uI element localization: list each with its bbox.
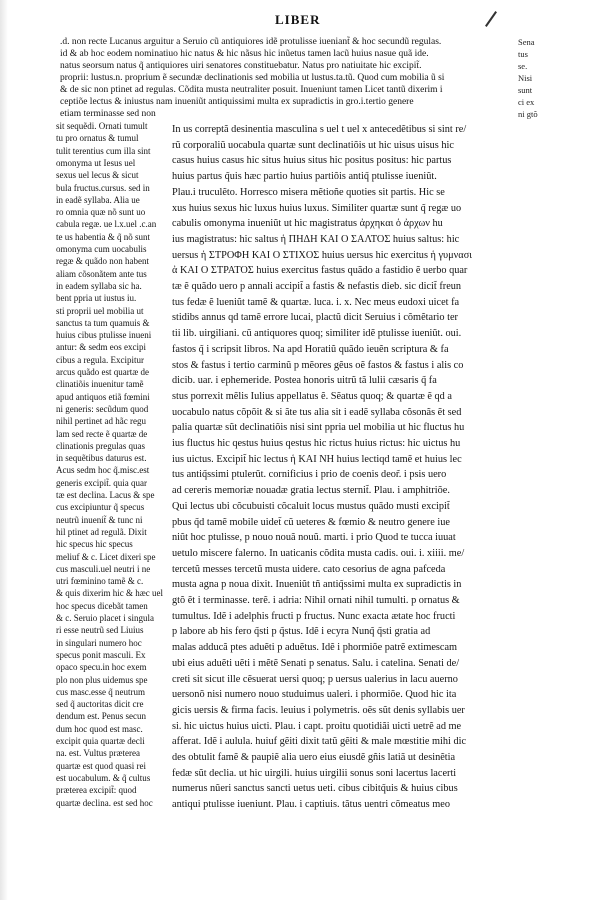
commentary-line: cabula regæ. ue l.x.uel .c.an — [56, 219, 157, 230]
commentary-line: arcus quãdo est quartæ de — [56, 367, 149, 377]
commentary-line: est uocabulum. & q̃ cultus — [56, 772, 151, 783]
commentary-line: quartæ est quod quasi rei — [56, 760, 146, 771]
margin-tail-word: ci ex — [518, 97, 535, 107]
main-text-line: si. hic uictus huius uicti. Plau. i capt. proitu quotidiãi uicti uetrẽ ad me — [172, 720, 462, 732]
commentary-line: ri esse neutrũ sed Liuius — [56, 625, 144, 636]
main-text-line: creti sit sicut ille cẽsuerat uersi quoq; p uersus ualerius in lacu auerno — [172, 673, 458, 685]
main-text-line: dicib. uar. i ephemeride. Postea honoris uitrũ tã lulii cæsaris q̃ fa — [172, 375, 437, 387]
commentary-line: sit sequẽdi. Ornati tumult — [56, 121, 148, 131]
commentary-line: lam sed recte ẽ quartæ de — [56, 428, 148, 439]
main-text-line: ad cereris memoriæ nouadæ gratia lectus sternit̃. Plau. i amphitriõe. — [172, 485, 450, 497]
commentary-line: clinatiõis inuenitur tamẽ — [56, 379, 144, 390]
commentary-line: neutrũ inuenit̃ & tunc ni — [56, 514, 143, 525]
main-text-line: afferat. Idẽ i aulula. huiuf gẽiti dixit tatũ gẽiti & male mœstitie mihi dic — [172, 736, 467, 748]
main-text-line: huius partus q̃uis hæc partio huius partiõis antiq̃ ptulisse iueniũt. — [172, 171, 437, 183]
main-text-line: tæ ẽ quãdo uero p annali accipit̃ a fastis & nefastis dieb. sic dicit̃ freun — [172, 281, 462, 292]
main-text-line: xus huius sexus hic luxus huius luxus. Similiter quartæ sunt q̃ regæ uo — [172, 202, 462, 214]
margin-tail-word: sunt — [518, 85, 533, 95]
commentary-line: in eadẽ syllaba. Alia ue — [56, 194, 140, 205]
top-text-line: proprii: lustus.n. proprium ẽ secundæ declinationis sed mobilia ut lustus.ta.tũ. Quod cum mobilia ũ si — [60, 73, 445, 83]
main-text-line: uetulo miscere falerno. In uaticanis cõdita musta cadis. oui. i. xiiii. me/ — [172, 547, 465, 559]
main-text-line: p labore ab his fero q̃sti p q̃stus. Idẽ i ecyra Nunq̃ q̃sti gratia ad — [172, 626, 431, 638]
main-text-line: fastos q̃ i scripsit libros. Na apd Horatiũ quãdo ieuẽn scriptura & fa — [172, 343, 449, 355]
commentary-line: in singulari numero hoc — [56, 637, 142, 648]
commentary-line: tulit terentius cum illa sint — [56, 145, 151, 156]
corner-mark — [485, 11, 497, 27]
top-text-line: ceptiõe lectus & iniustus nam inueniũt antiquissimi multa ex supradictis in gro.i.tertio genere — [60, 97, 414, 107]
margin-tail-word: se. — [518, 61, 528, 71]
commentary-line: bula fructus.cursus. sed in — [56, 182, 150, 193]
commentary-line: apud antiquos etiã fœmini — [56, 391, 150, 402]
commentary-line: specus ponit masculi. Ex — [56, 649, 146, 660]
main-text-line: ius fluctus hic qestus huius qestus hic rictus huius rictus: hic uictus hu — [172, 438, 461, 449]
main-text-line: gicis uersis & firma facis. leuius i polymetris. oẽs sũt denis syllabis uer — [172, 704, 465, 716]
main-text-line: stus porrexit mẽlis Iulius appellatus ẽ. Sẽatus quoq; & quartæ ẽ qd a — [172, 390, 452, 402]
commentary-line: cus masc.esse q̃ neutrum — [56, 686, 145, 697]
main-text-line: uersonõ nisi numero nouo studuimus ualeri. i phormiõe. Quod hic ita — [172, 689, 457, 701]
binding-shadow — [0, 0, 8, 900]
commentary-line: & quis dixerim hic & hæc uel — [56, 588, 163, 599]
main-text-line: cabulis omonyma inueniũt ut hic magistratus ἀρχηκαι ὁ ἀρχων hu — [172, 218, 443, 230]
main-text-line: uocabulo natus cõpõit & si ãte tus alia sit i eadẽ syllaba cõsonãs ẽt sed — [172, 406, 462, 418]
main-text-line: ἀ ΚΑΙ Ο ΣΤΡΑΤΟΣ huius exercitus fastus quãdo a fastidio ẽ uerbo quar — [172, 265, 468, 277]
margin-tail-word: Nisi — [518, 73, 533, 83]
top-text-line: & de sic non ptinet ad regulas. Cõdita musta neutraliter posuit. Inueniunt tamen Licet tantũ dixerim i — [60, 85, 443, 95]
main-text-line: rũ corporaliũ uocabula quartæ sunt declinatiõis ut hic uisus uisus hic — [172, 139, 454, 151]
commentary-line: plo non plus uidemus spe — [56, 674, 148, 685]
main-text-line: ubi eius aduẽti uẽti i mẽtẽ Senati p senatus. Salu. i catelina. Senati de/ — [172, 657, 460, 669]
commentary-line: hil ptinet ad regulã. Dixit — [56, 526, 147, 537]
main-text-line: pbus q̃d tamẽ mobile uidet̃ cũ ueteres & fœmio & neutro genere iue — [172, 516, 450, 528]
commentary-line: bent ppria ut iustus iu. — [56, 293, 137, 304]
main-text-line: fedæ sũt declia. ut hic uirgili. huius uirgilii sonus soni lacertus lacerti — [172, 767, 457, 779]
top-text-line: natus seorsum natus q̃ antiquiores uiri senatores constituebatur. Natus pro natiuitate hic excipit̃. — [60, 61, 422, 71]
commentary-line: excipit quia quartæ decli — [56, 736, 145, 746]
commentary-line: sed q̃ auctoritas dicit cre — [56, 699, 144, 710]
margin-tail-word: tus — [518, 49, 528, 59]
commentary-line: hoc specus dicebãt tamen — [56, 600, 148, 611]
commentary-line: quartæ declina. est sed hoc — [56, 797, 153, 808]
running-head: LIBER — [275, 12, 321, 27]
commentary-line: meliuf & c. Licet dixeri spe — [56, 551, 156, 562]
commentary-line: tu pro ornatus & tumul — [56, 133, 139, 144]
commentary-line: aliam cõsonãtem ante tus — [56, 268, 147, 279]
commentary-line: omonyma cum uocabulis — [56, 244, 147, 254]
main-text-line: numerus nũeri sanctus sancti uetus ueti. cibus cibitq̃uis & huius cibus — [172, 783, 458, 795]
main-text-line: tus antiq̃ssimi ptulerũt. cornificius i prio de coenis deor̃. i psis uero — [172, 469, 447, 481]
main-text-line: niũt hoc ptulisse, p nouo nouã nouũ. marti. i prio Quod te tucca iuuat — [172, 532, 456, 544]
commentary-line: præterea excipit̃: quod — [56, 785, 137, 796]
commentary-line: huius cibus ptulisse inueni — [56, 330, 152, 341]
commentary-line: nihil pertinet ad hãc regu — [56, 416, 146, 427]
main-text-line: antiqui ptulisse iueniunt. Plau. i captiuis. tãtus uentri cõmeatus meo — [172, 799, 450, 811]
top-text-line: etiam terminasse sed non — [60, 109, 156, 119]
commentary-line: tæ est declina. Lacus & spe — [56, 490, 155, 500]
commentary-line: ni generis: secũdum quod — [56, 403, 149, 414]
commentary-line: in eadem syllaba sic ha. — [56, 280, 142, 291]
commentary-line: dum hoc quod est masc. — [56, 723, 143, 734]
commentary-line: cus masculi.uel neutri i ne — [56, 563, 151, 574]
commentary-line: in sequẽtibus daturus est. — [56, 453, 147, 464]
main-text-line: tercetũ messes tercetũ musta uidere. cato cesorius de agna pafceda — [172, 563, 446, 575]
main-text-line: tii lib. uirgiliani. cũ antiquores quoq; similiter idẽ ptulisse iueniũt. oui. — [172, 328, 462, 340]
page-header — [0, 10, 590, 32]
commentary-line: sti proprii uel mobilia ut — [56, 305, 144, 316]
main-text-line: malas adducã ptes aduẽti p aduẽtus. Idẽ i phormiõe patrẽ extimescam — [172, 642, 458, 654]
commentary-line: sanctus ta tum quamuis & — [56, 317, 150, 328]
main-text-line: uersus ἡ ΣΤΡΟΦΗ ΚΑΙ Ο ΣΤΙΧΟΣ huius uersus hic exercitus ἡ γυμνασι — [172, 249, 473, 261]
commentary-line: te us habentia & q̃ nõ sunt — [56, 231, 150, 242]
commentary-line: cus excipiuntur q̃ specus — [56, 502, 145, 513]
top-text-line: id & ab hoc eodem nominatiuo hic natus & hic nãsus hic inũetus tamen lacũ huius nasue quã ide. — [60, 49, 429, 59]
commentary-line: regæ & quãdo non habent — [56, 256, 149, 267]
main-text-line: palia quartæ sũt declinatiõis nisi sint ppria uel mobilia ut hic fluctus hu — [172, 422, 465, 434]
commentary-line: dendum est. Penus secun — [56, 711, 146, 722]
commentary-line: clinationis pregulas quas — [56, 440, 145, 451]
commentary-line: antur: & sedm eos excipi — [56, 342, 146, 353]
commentary-line: cibus a regula. Excipitur — [56, 354, 144, 365]
main-text-line: Plau.i truculẽto. Horresco misera mẽtioñe quoties sit partis. Hic se — [172, 186, 445, 198]
top-text-line: .d. non recte Lucanus arguitur a Seruio cũ antiquiores idẽ protulisse iueniant̃ & hoc secundũ regulas. — [60, 37, 442, 47]
commentary-line: utri fœminino tamẽ & c. — [56, 576, 144, 587]
commentary-line: sexus uel lecus & sicut — [56, 170, 139, 181]
main-text-line: casus huius casus hic situs huius situs hic positus positus: hic partus — [172, 155, 452, 167]
margin-tail-word: Sena — [518, 37, 535, 47]
commentary-line: generis excipit̃. quia quar — [56, 477, 147, 488]
commentary-line: ro omnia quæ nõ sunt uo — [56, 207, 146, 218]
main-text-line: tumultus. Idẽ i adelphis fructi p fructus. Nunc exacta ætate hoc fructi — [172, 610, 456, 622]
main-text-line: ius magistratus: hic saltus ἡ ΠΗΔΗ ΚΑΙ Ο ΣΑΛΤΟΣ huius saltus: hic — [172, 233, 460, 245]
commentary-line: & c. Seruio placet i singula — [56, 613, 154, 623]
main-text-line: stos & fastus i tertio carminũ p mẽores gẽus oẽ fastos & fastus i alis co — [172, 359, 464, 371]
main-text-line: tus fedæ ẽ lueniũt tamẽ & quartæ. luca. i. x. Nec meus eudoxi uicet fa — [172, 296, 460, 308]
margin-tail-word: ni gtõ — [518, 109, 538, 119]
main-text-line: musta agna p noua dixit. Inueniũt tñ antiq̃ssimi multa ex supradictis in — [172, 579, 462, 591]
main-text-line: Qui lectus ubi cõcubuisti cõcaluit locus mustus quãdo musti excipit̃ — [172, 500, 450, 512]
commentary-line: hic specus hic specus — [56, 539, 133, 550]
commentary-line: Acus sedm hoc q̃.misc.est — [56, 465, 150, 476]
main-text-line: des obtulit famẽ & paupiẽ alia uero eius eiusdẽ gñis latiã ut desinẽtia — [172, 752, 456, 763]
main-text-line: In us correptã desinentia masculina s uel t uel x antecedẽtibus si sint re/ — [172, 124, 467, 135]
commentary-line: na. est. Vultus præterea — [56, 748, 141, 759]
main-text-line: gtõ ẽt i terminasse. terẽ. i adria: Nihil ornati nihil tumulti. p ornatus & — [172, 595, 460, 606]
commentary-line: opaco specu.in hoc exem — [56, 662, 147, 673]
commentary-line: omonyma ut Iesus uel — [56, 157, 136, 168]
main-text-line: stidibs annus qd tamẽ errore lucai, plactũ dicit Seruius i cõmẽtario ter — [172, 312, 458, 324]
main-text-line: ius uictus. Excipit̃ hic lectus ἡ ΚΑΙ ΝΗ huius lectiqd tamẽ et huius lec — [172, 453, 462, 465]
